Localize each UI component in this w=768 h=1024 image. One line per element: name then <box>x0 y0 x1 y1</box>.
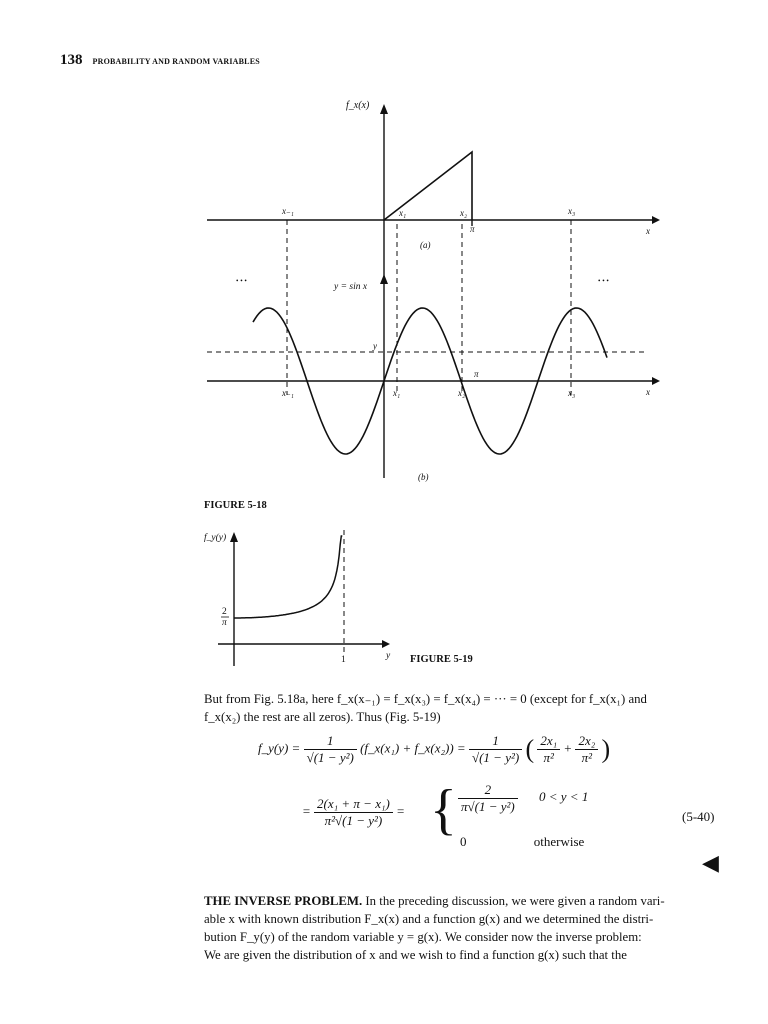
fig18b-panel-label: (b) <box>418 472 429 482</box>
fig18b-ylabel: y = sin x <box>334 282 368 292</box>
eq-frac-a-den: π² <box>543 750 554 765</box>
fig18a-tick-x1: x₁ <box>399 208 407 218</box>
eq-term1-den: √(1 − y²) <box>306 750 354 765</box>
fig18b-tick-x2: x₂ <box>458 388 466 398</box>
page-number: 138 <box>60 52 83 68</box>
fig18b-y-arrow <box>380 274 388 284</box>
fig18b-xlabel: x <box>646 387 650 397</box>
fig18a-density-curve <box>384 152 472 220</box>
equation-line-1 <box>258 733 718 773</box>
fig18a-tick-x-minus-1: x₋₁ <box>282 206 294 216</box>
inverse-heading: THE INVERSE PROBLEM. <box>204 894 363 908</box>
fig18a-x-arrow <box>652 216 660 224</box>
fig18a-xlabel: x <box>646 226 650 236</box>
fig18a-tick-pi: π <box>470 224 475 234</box>
inverse-line-1: In the preceding discussion, we were given a random vari- <box>362 894 665 908</box>
fig19-xtick-1: 1 <box>341 655 346 665</box>
eq-term1-num: 1 <box>304 733 357 750</box>
eq-term1-tail: (f_x(x₁) + f_x(x₂)) = <box>360 740 466 756</box>
eq-plus: + <box>563 740 573 756</box>
eq-term2-den: √(1 − y²) <box>471 750 520 765</box>
eq-paren-close: ) <box>601 734 611 764</box>
eq-term3-den: π²√(1 − y²) <box>324 813 383 828</box>
inverse-line-2: able x with known distribution F_x(x) and a function g(x) and we determined the distri- <box>204 912 654 926</box>
eq-case-1 <box>458 782 588 815</box>
fig18b-dots-right: • • • <box>598 277 609 285</box>
eq-case1-den: π√(1 − y²) <box>461 799 515 814</box>
fig18a-tick-x2: x₂ <box>460 208 468 218</box>
fig19-x-arrow <box>382 640 390 648</box>
body-line-2: f_x(x₂) the rest are all zeros). Thus (Fig. 5-19) <box>204 710 441 724</box>
eq-term3 <box>314 796 393 829</box>
fig18b-dots-left: • • • <box>236 277 247 285</box>
eq-term2 <box>469 733 522 766</box>
fig18b-x-arrow <box>652 377 660 385</box>
eq-lhs: f_y(y) = <box>258 740 301 756</box>
eq-frac-b-num: 2x₂ <box>575 733 598 750</box>
eq-line2-equals: = <box>302 803 311 819</box>
fig19-ytick-num: 2 <box>222 607 227 617</box>
running-title: PROBABILITY AND RANDOM VARIABLES <box>92 57 260 66</box>
inverse-line-3: bution F_y(y) of the random variable y = g(x). We consider now the inverse problem: <box>204 930 642 944</box>
eq-frac-b-den: π² <box>581 750 593 765</box>
fig18b-tick-x-minus-1: x₋₁ <box>282 388 294 398</box>
eq-paren-open: ( <box>525 734 535 764</box>
eq-line2-equals-2: = <box>396 803 405 819</box>
eq-case1-condition: 0 < y < 1 <box>539 789 589 805</box>
body-paragraph <box>204 690 724 726</box>
fig19-y-arrow <box>230 532 238 542</box>
eq-case1-num: 2 <box>458 782 518 799</box>
eq-term2-num: 1 <box>469 733 522 750</box>
figure-5-19-caption: FIGURE 5-19 <box>410 654 473 665</box>
fig18a-tick-x3: x₃ <box>568 206 576 216</box>
fig18a-y-arrow <box>380 104 388 114</box>
eq-case1-value <box>458 782 518 815</box>
eq-case2-value: 0 <box>460 834 467 849</box>
fig19-ytick-den: π <box>222 618 227 628</box>
eq-frac-a-num: 2x₁ <box>537 733 560 750</box>
fig18b-level-label: y <box>373 341 377 351</box>
equation-line-2 <box>302 796 405 829</box>
eq-frac-a <box>537 733 560 766</box>
figure-5-19 <box>196 526 526 674</box>
fig18b-tick-pi: π <box>474 369 479 379</box>
fig18a-panel-label: (a) <box>420 240 431 250</box>
eq-case-2 <box>460 834 584 850</box>
eq-cases-brace: { <box>430 779 457 841</box>
equation-number: (5-40) <box>682 809 715 824</box>
end-of-example-marker: ◀ <box>702 850 719 875</box>
fig18b-tick-x1: x₁ <box>393 388 401 398</box>
fig19-ylabel: f_y(y) <box>204 533 227 543</box>
fig18b-tick-x3: x₃ <box>568 388 576 398</box>
fig19-xlabel: y <box>386 651 391 661</box>
inverse-line-4: We are given the distribution of x and we wish to find a function g(x) such that the <box>204 948 627 962</box>
eq-term3-num: 2(x₁ + π − x₁) <box>314 796 393 813</box>
fig19-density-curve <box>234 536 342 618</box>
inverse-problem-paragraph <box>204 892 728 964</box>
figure-5-18-caption: FIGURE 5-18 <box>204 500 267 511</box>
eq-case2-condition: otherwise <box>533 834 585 849</box>
body-line-1: But from Fig. 5.18a, here f_x(x₋₁) = f_x(x₃) = f_x(x₄) = ··· = 0 (except for f_x(x₁) and <box>204 692 647 706</box>
eq-term1 <box>304 733 357 766</box>
fig18a-ylabel: f_x(x) <box>346 100 370 111</box>
eq-frac-b <box>575 733 598 766</box>
